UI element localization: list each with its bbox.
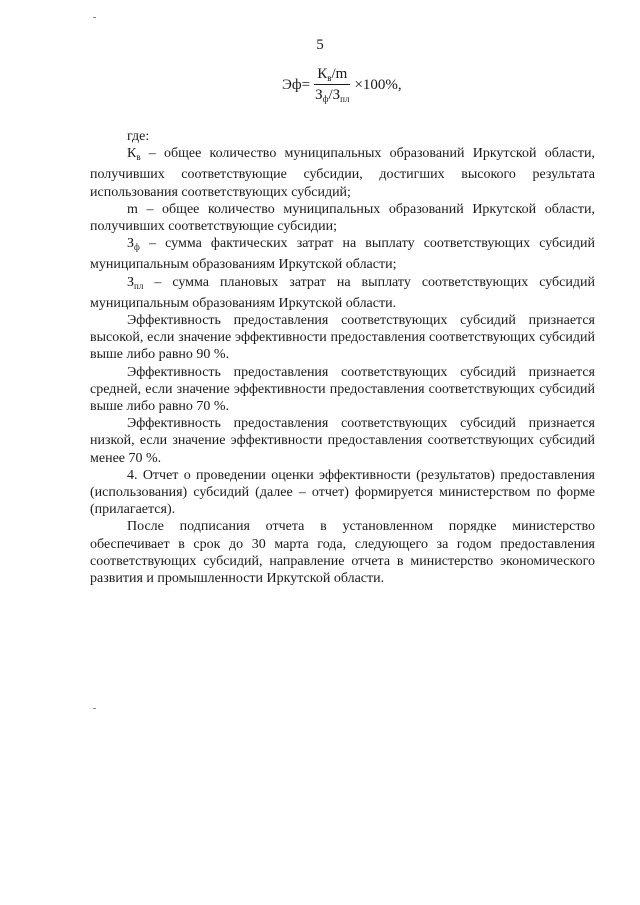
page-number: 5 [316, 37, 324, 53]
paragraph-report-submission: После подписания отчета в установленном порядке министерство обеспечивает в срок до 30 марта года, следующего за годом предоставления соответствующих субсидий, направление отчета в министерство экономического развития и промышленности Иркутской области. [90, 519, 595, 587]
paragraph-m-definition: m – общее количество муниципальных образований Иркутской области, получивших соответствующие субсидии; [90, 201, 595, 235]
paragraph-zpl-definition: $З_{пл}$ – сумма плановых затрат на выплату соответствующих субсидий муниципальным образованиям Иркутской области. [90, 274, 595, 311]
document-body [90, 128, 595, 587]
scan-mark-bottom [93, 708, 96, 709]
formula-fraction [312, 66, 352, 104]
paragraph-medium-efficiency: Эффективность предоставления соответствующих субсидий признается средней, если значение эффективности предоставления соответствующих субсидий выше либо равно 70 %. [90, 364, 595, 415]
paragraph-where: где: [127, 129, 150, 144]
formula-denominator: $З_ф/З_{пл}$ [315, 87, 350, 104]
paragraph-zf-definition: $З_ф$ – сумма фактических затрат на выплату соответствующих субсидий муниципальным образованиям Иркутской области; [90, 236, 595, 273]
formula-numerator: $К_в/m$ [314, 66, 350, 85]
scan-mark-top [93, 17, 96, 18]
paragraph-high-efficiency: Эффективность предоставления соответствующих субсидий признается высокой, если значение эффективности предоставления соответствующих субсидий выше либо равно 90 %. [90, 313, 595, 363]
paragraph-low-efficiency: Эффективность предоставления соответствующих субсидий признается низкой, если значение эффективности предоставления соответствующих субсидий менее 70 %. [90, 416, 595, 466]
efficiency-formula [282, 66, 402, 104]
formula-rhs: ×100%, [354, 76, 402, 93]
paragraph-report-form: 4. Отчет о проведении оценки эффективности (результатов) предоставления (использования) субсидий (далее – отчет) формируется министерством по форме (прилагается). [90, 467, 595, 518]
paragraph-kv-definition: $К_в$ – общее количество муниципальных образований Иркутской области, получивших соответствующие субсидии, достигших высокого результата использования соответствующих субсидий; [90, 146, 595, 200]
formula-lhs: Эф= [282, 76, 311, 93]
